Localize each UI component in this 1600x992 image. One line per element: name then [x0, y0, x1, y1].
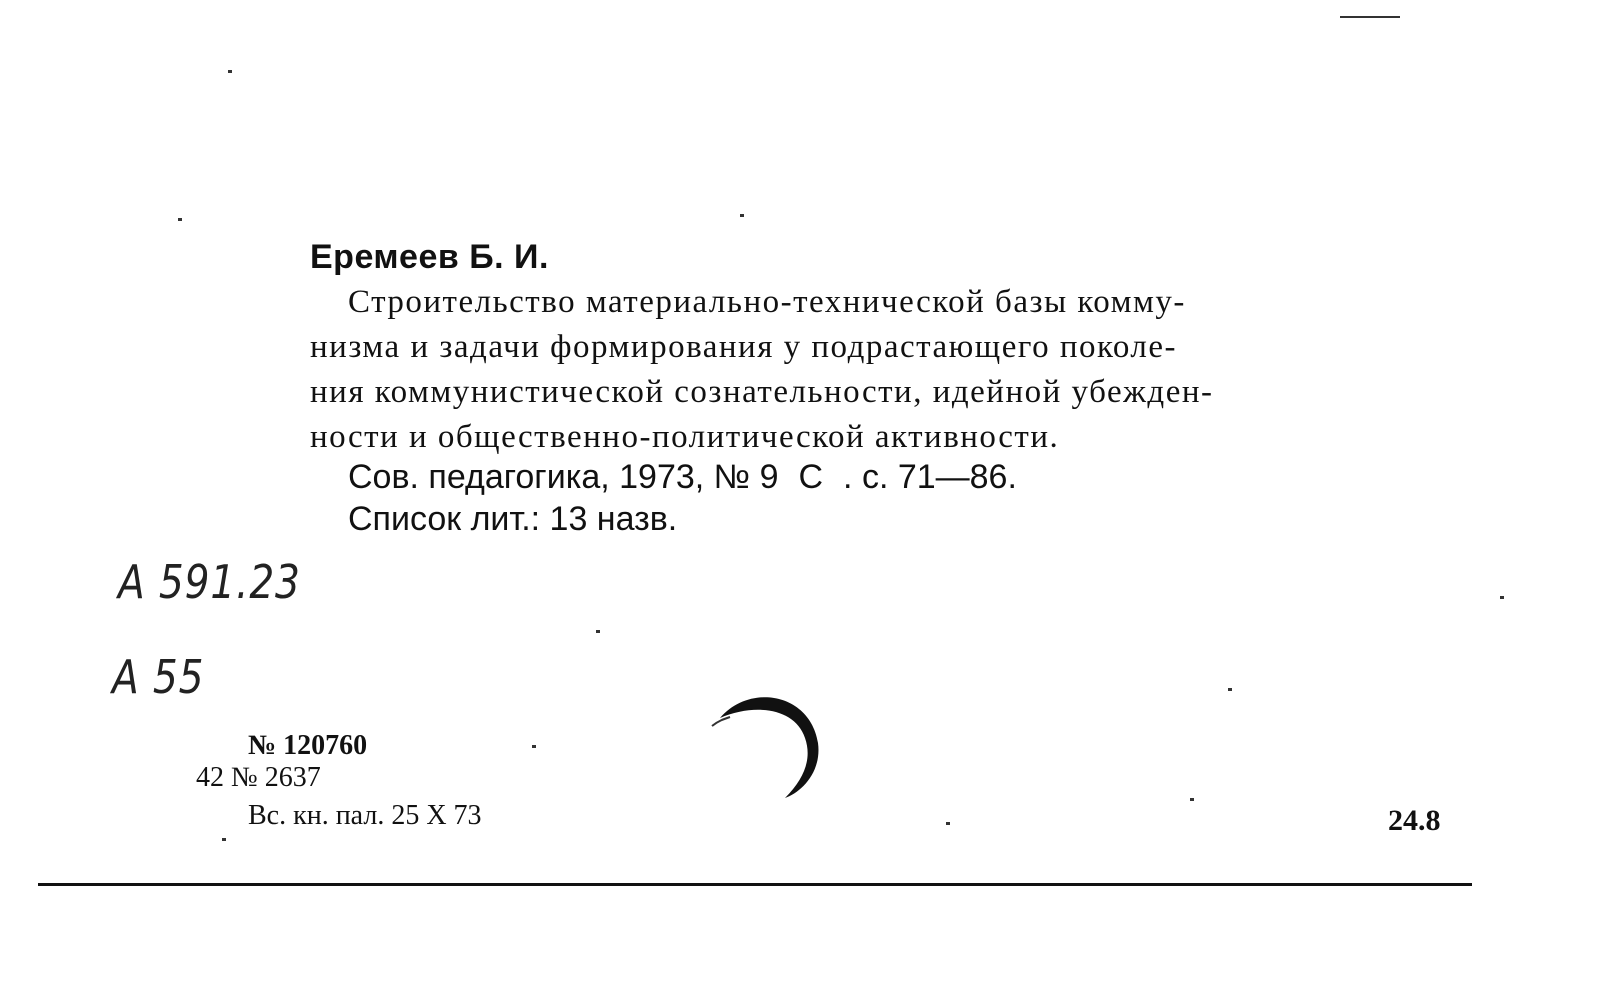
registry-number: № 120760: [248, 730, 368, 761]
bibliography-note: Список лит.: 13 назв.: [348, 500, 678, 538]
title-line: Строительство материально-технической базы комму-: [348, 284, 1186, 320]
author-name: Еремеев Б. И.: [310, 238, 549, 276]
source-letter: С: [798, 458, 824, 496]
speck: [1190, 798, 1194, 801]
source-citation: [348, 458, 1017, 497]
speck: [946, 822, 950, 825]
speck: [1500, 596, 1504, 599]
card-corner-number: 24.8: [1388, 804, 1441, 837]
book-chamber-note: Вс. кн. пал. 25 X 73: [248, 800, 482, 831]
speck: [596, 630, 600, 633]
speck: [1340, 16, 1400, 18]
speck: [532, 745, 536, 748]
title-line: ности и общественно-политической активности.: [310, 419, 1060, 455]
speck: [228, 70, 232, 73]
article-title: [310, 280, 1460, 460]
shelf-mark-handwritten: А 591.23: [118, 555, 301, 609]
title-line: низма и задачи формирования у подрастающего поколе-: [310, 329, 1178, 365]
title-line: ния коммунистической сознательности, идейной убежден-: [310, 374, 1214, 410]
speck: [1228, 688, 1232, 691]
speck: [740, 214, 744, 217]
crescent-stroke: [712, 717, 730, 726]
registry-entry: 42 № 2637: [196, 762, 321, 793]
crescent-mark: [720, 697, 818, 798]
speck: [178, 218, 182, 221]
punch-hole-mark: [700, 688, 840, 803]
source-pages: . с. 71—86.: [843, 458, 1017, 496]
source-journal: Сов. педагогика, 1973, № 9: [348, 458, 779, 496]
shelf-mark-handwritten: А 55: [112, 650, 205, 704]
speck: [222, 838, 226, 841]
bottom-rule: [38, 883, 1472, 886]
